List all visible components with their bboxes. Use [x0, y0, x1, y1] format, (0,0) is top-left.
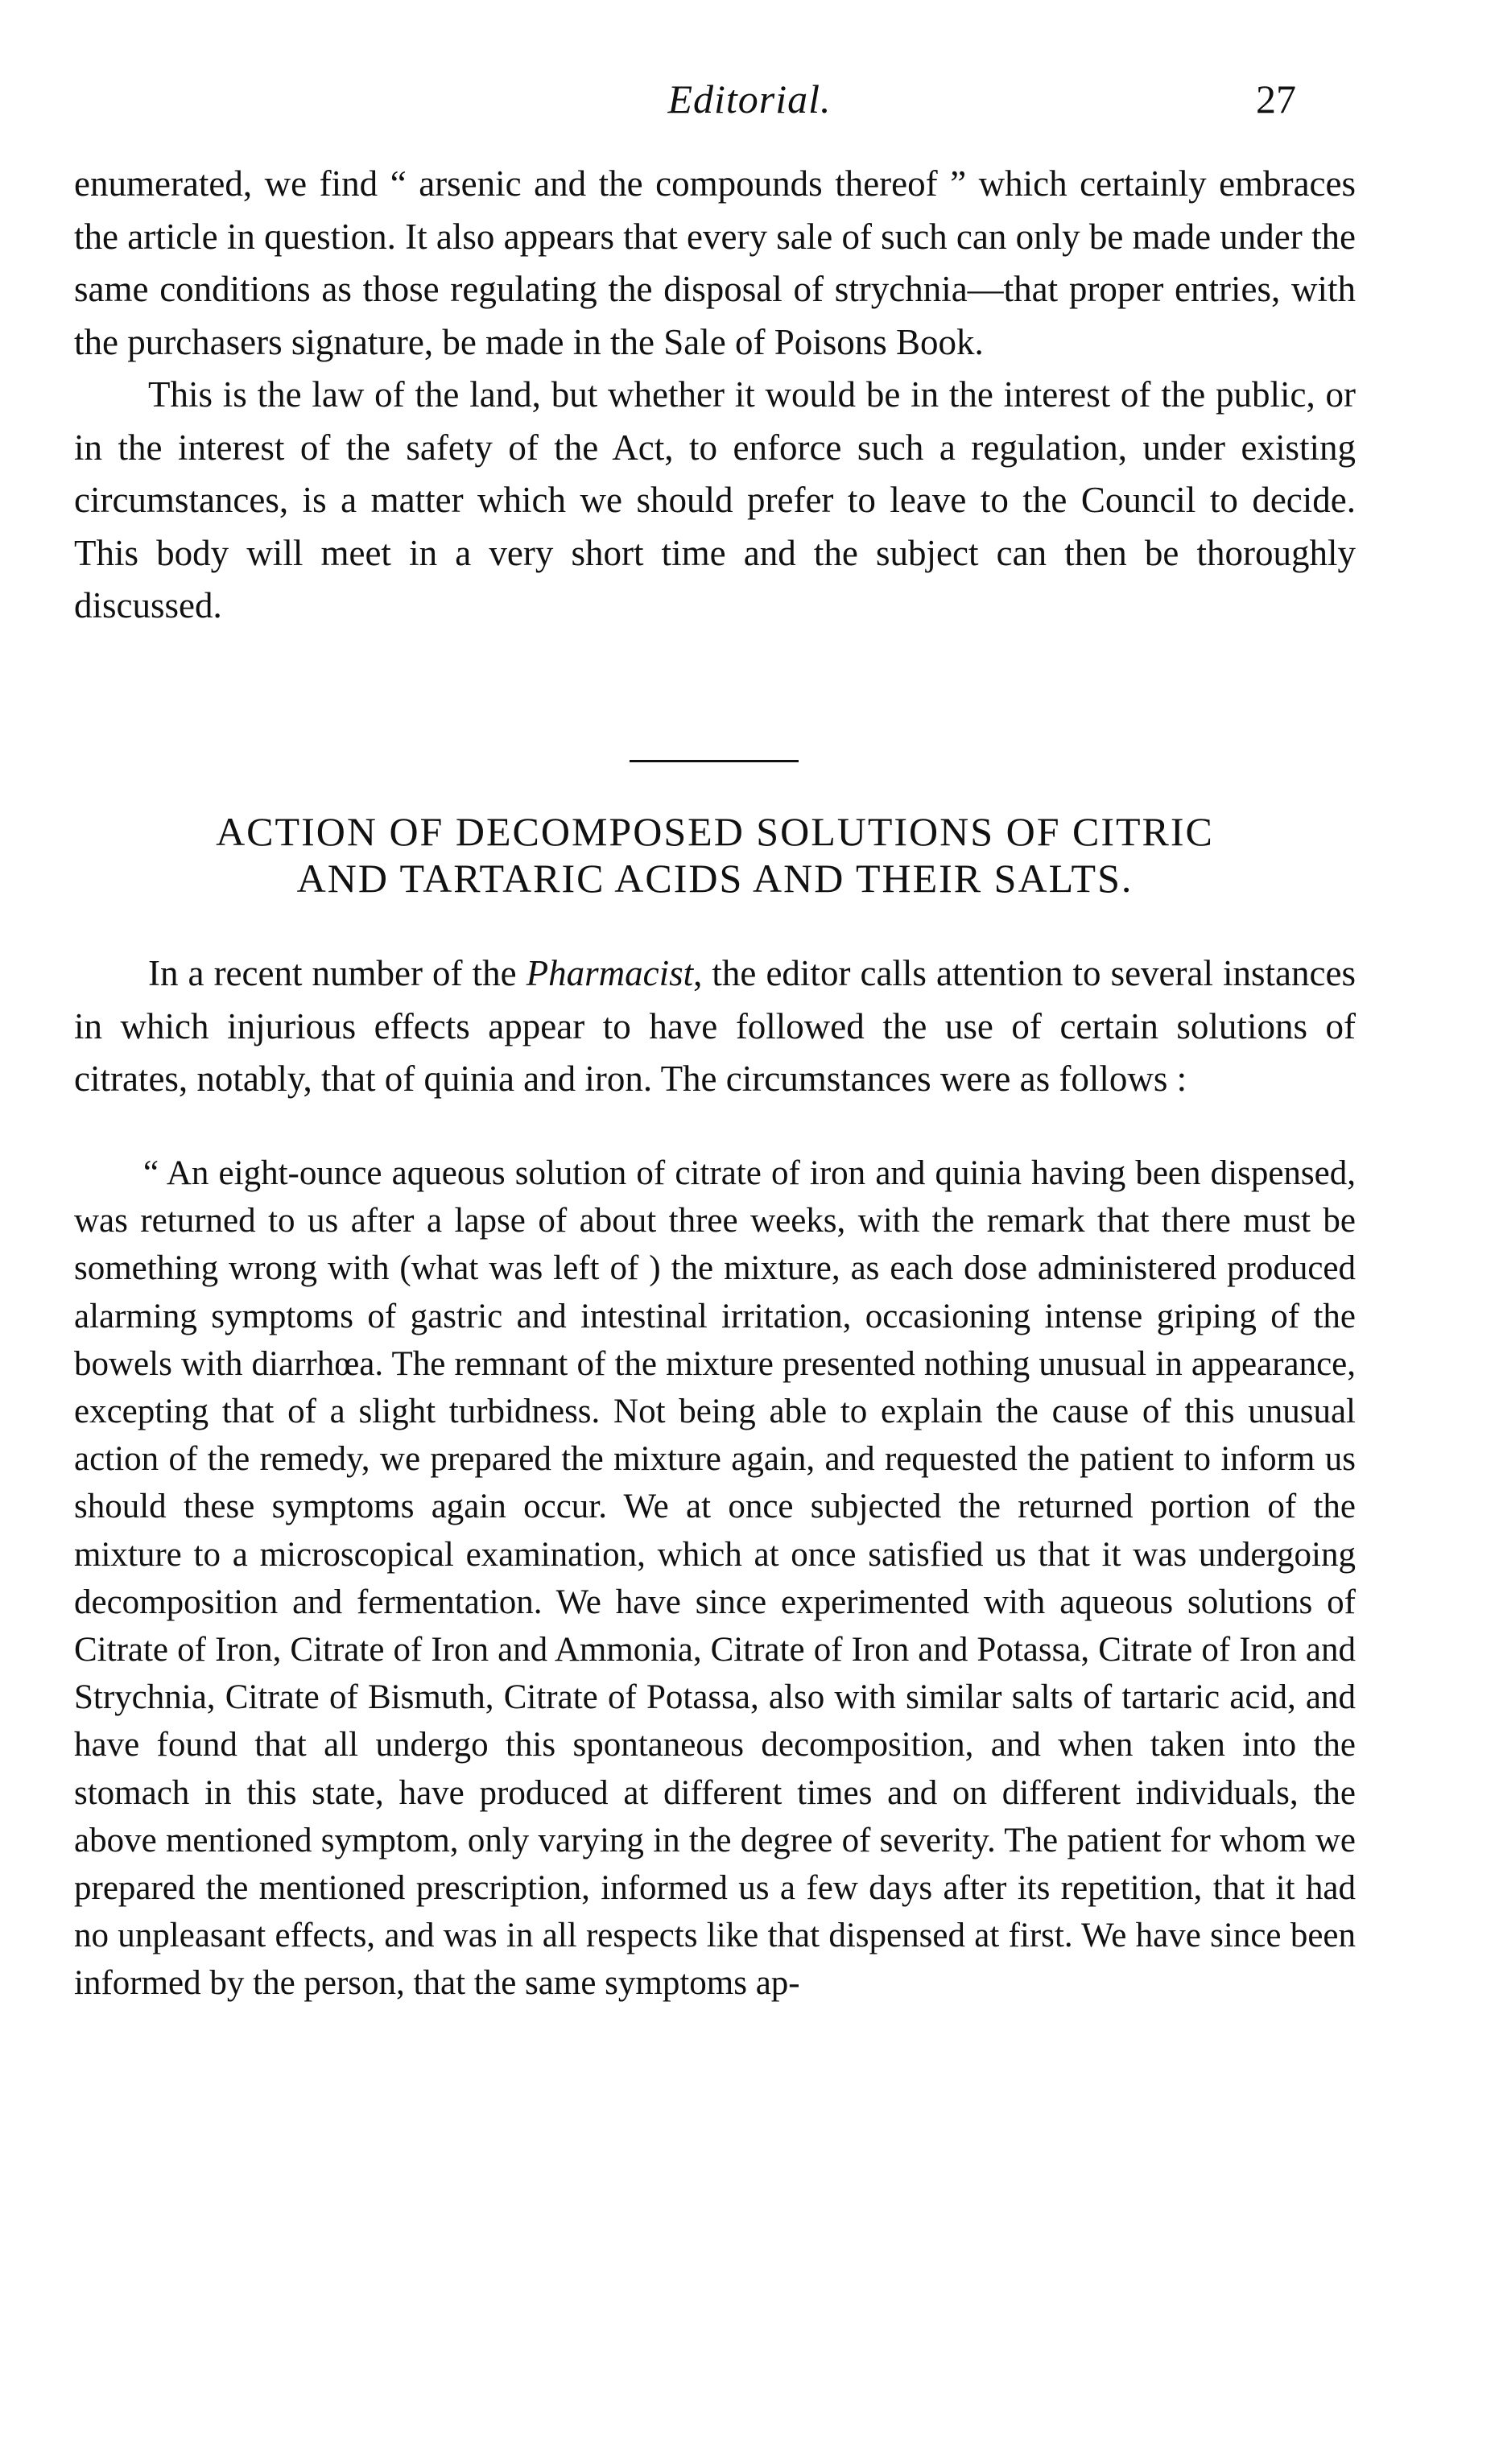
intro-text-start: In a recent number of the: [148, 953, 527, 993]
article-heading-line-2: AND TARTARIC ACIDS AND THEIR SALTS.: [296, 856, 1134, 901]
article-heading-line-1: ACTION OF DECOMPOSED SOLUTIONS OF CITRIC: [216, 809, 1214, 854]
article-intro: [74, 947, 1356, 1106]
running-header: [0, 71, 1499, 135]
intro-text-end: , the editor calls attention to several instances in which injurious effects appear to have followed the use of certain solutions of citrates, notably, that of quinia and iron. The circumstances were as follows :: [74, 953, 1356, 1099]
quoted-passage: “ An eight-ounce aqueous solution of citrate of iron and quinia having been dispensed, was returned to us after a lapse of about three weeks, with the remark that there must be something wrong with (what was left of ) the mixture, as each dose administered produced alarming symptoms of gastric and intestinal irritation, occasioning intense griping of the bowels with diarrhœa. The remnant of the mixture presented nothing unusual in appearance, excepting that of a slight turbidness. Not being able to explain the cause of this unusual action of the remedy, we prepared the mixture again, and requested the patient to inform us should these symptoms again occur. We at once subjected the returned portion of the mixture to a microscopical examination, which at once satisfied us that it was undergoing decomposition and fermentation. We have since experimented with aqueous solutions of Citrate of Iron, Citrate of Iron and Ammonia, Citrate of Iron and Potassa, Citrate of Iron and Strychnia, Citrate of Bismuth, Citrate of Potassa, also with similar salts of tartaric acid, and have found that all undergo this spontaneous decomposition, and when taken into the stomach in this state, have produced at different times and on different individuals, the above mentioned symptom, only varying in the degree of severity. The patient for whom we prepared the mentioned prescription, informed us a few days after its repetition, that it had no unpleasant effects, and was in all respects like that dispensed at first. We have since been informed by the person, that the same symptoms ap-: [74, 1154, 1356, 2003]
section-divider: [630, 760, 799, 762]
page-number: 27: [1256, 76, 1296, 122]
continued-editorial-text: [74, 158, 1356, 633]
running-title: Editorial.: [667, 76, 832, 122]
intro-paragraph: [74, 947, 1356, 1106]
article-heading: [74, 808, 1356, 902]
paragraph-continuation: enumerated, we find “ arsenic and the compounds thereof ” which certainly embraces the article in question. It also appears that every sale of such can only be made under the same conditions as those regulating the disposal of strychnia—that proper entries, with the purchasers signature, be made in the Sale of Poisons Book.: [74, 163, 1356, 362]
paragraph-law-of-the-land: This is the law of the land, but whether it would be in the interest of the public, or in the interest of the safety of the Act, to enforce such a regulation, under existing circumstances, is a matter which we should prefer to leave to the Council to decide. This body will meet in a very short time and the subject can then be thoroughly discussed.: [74, 374, 1356, 625]
journal-title-pharmacist: Pharmacist: [526, 953, 694, 993]
